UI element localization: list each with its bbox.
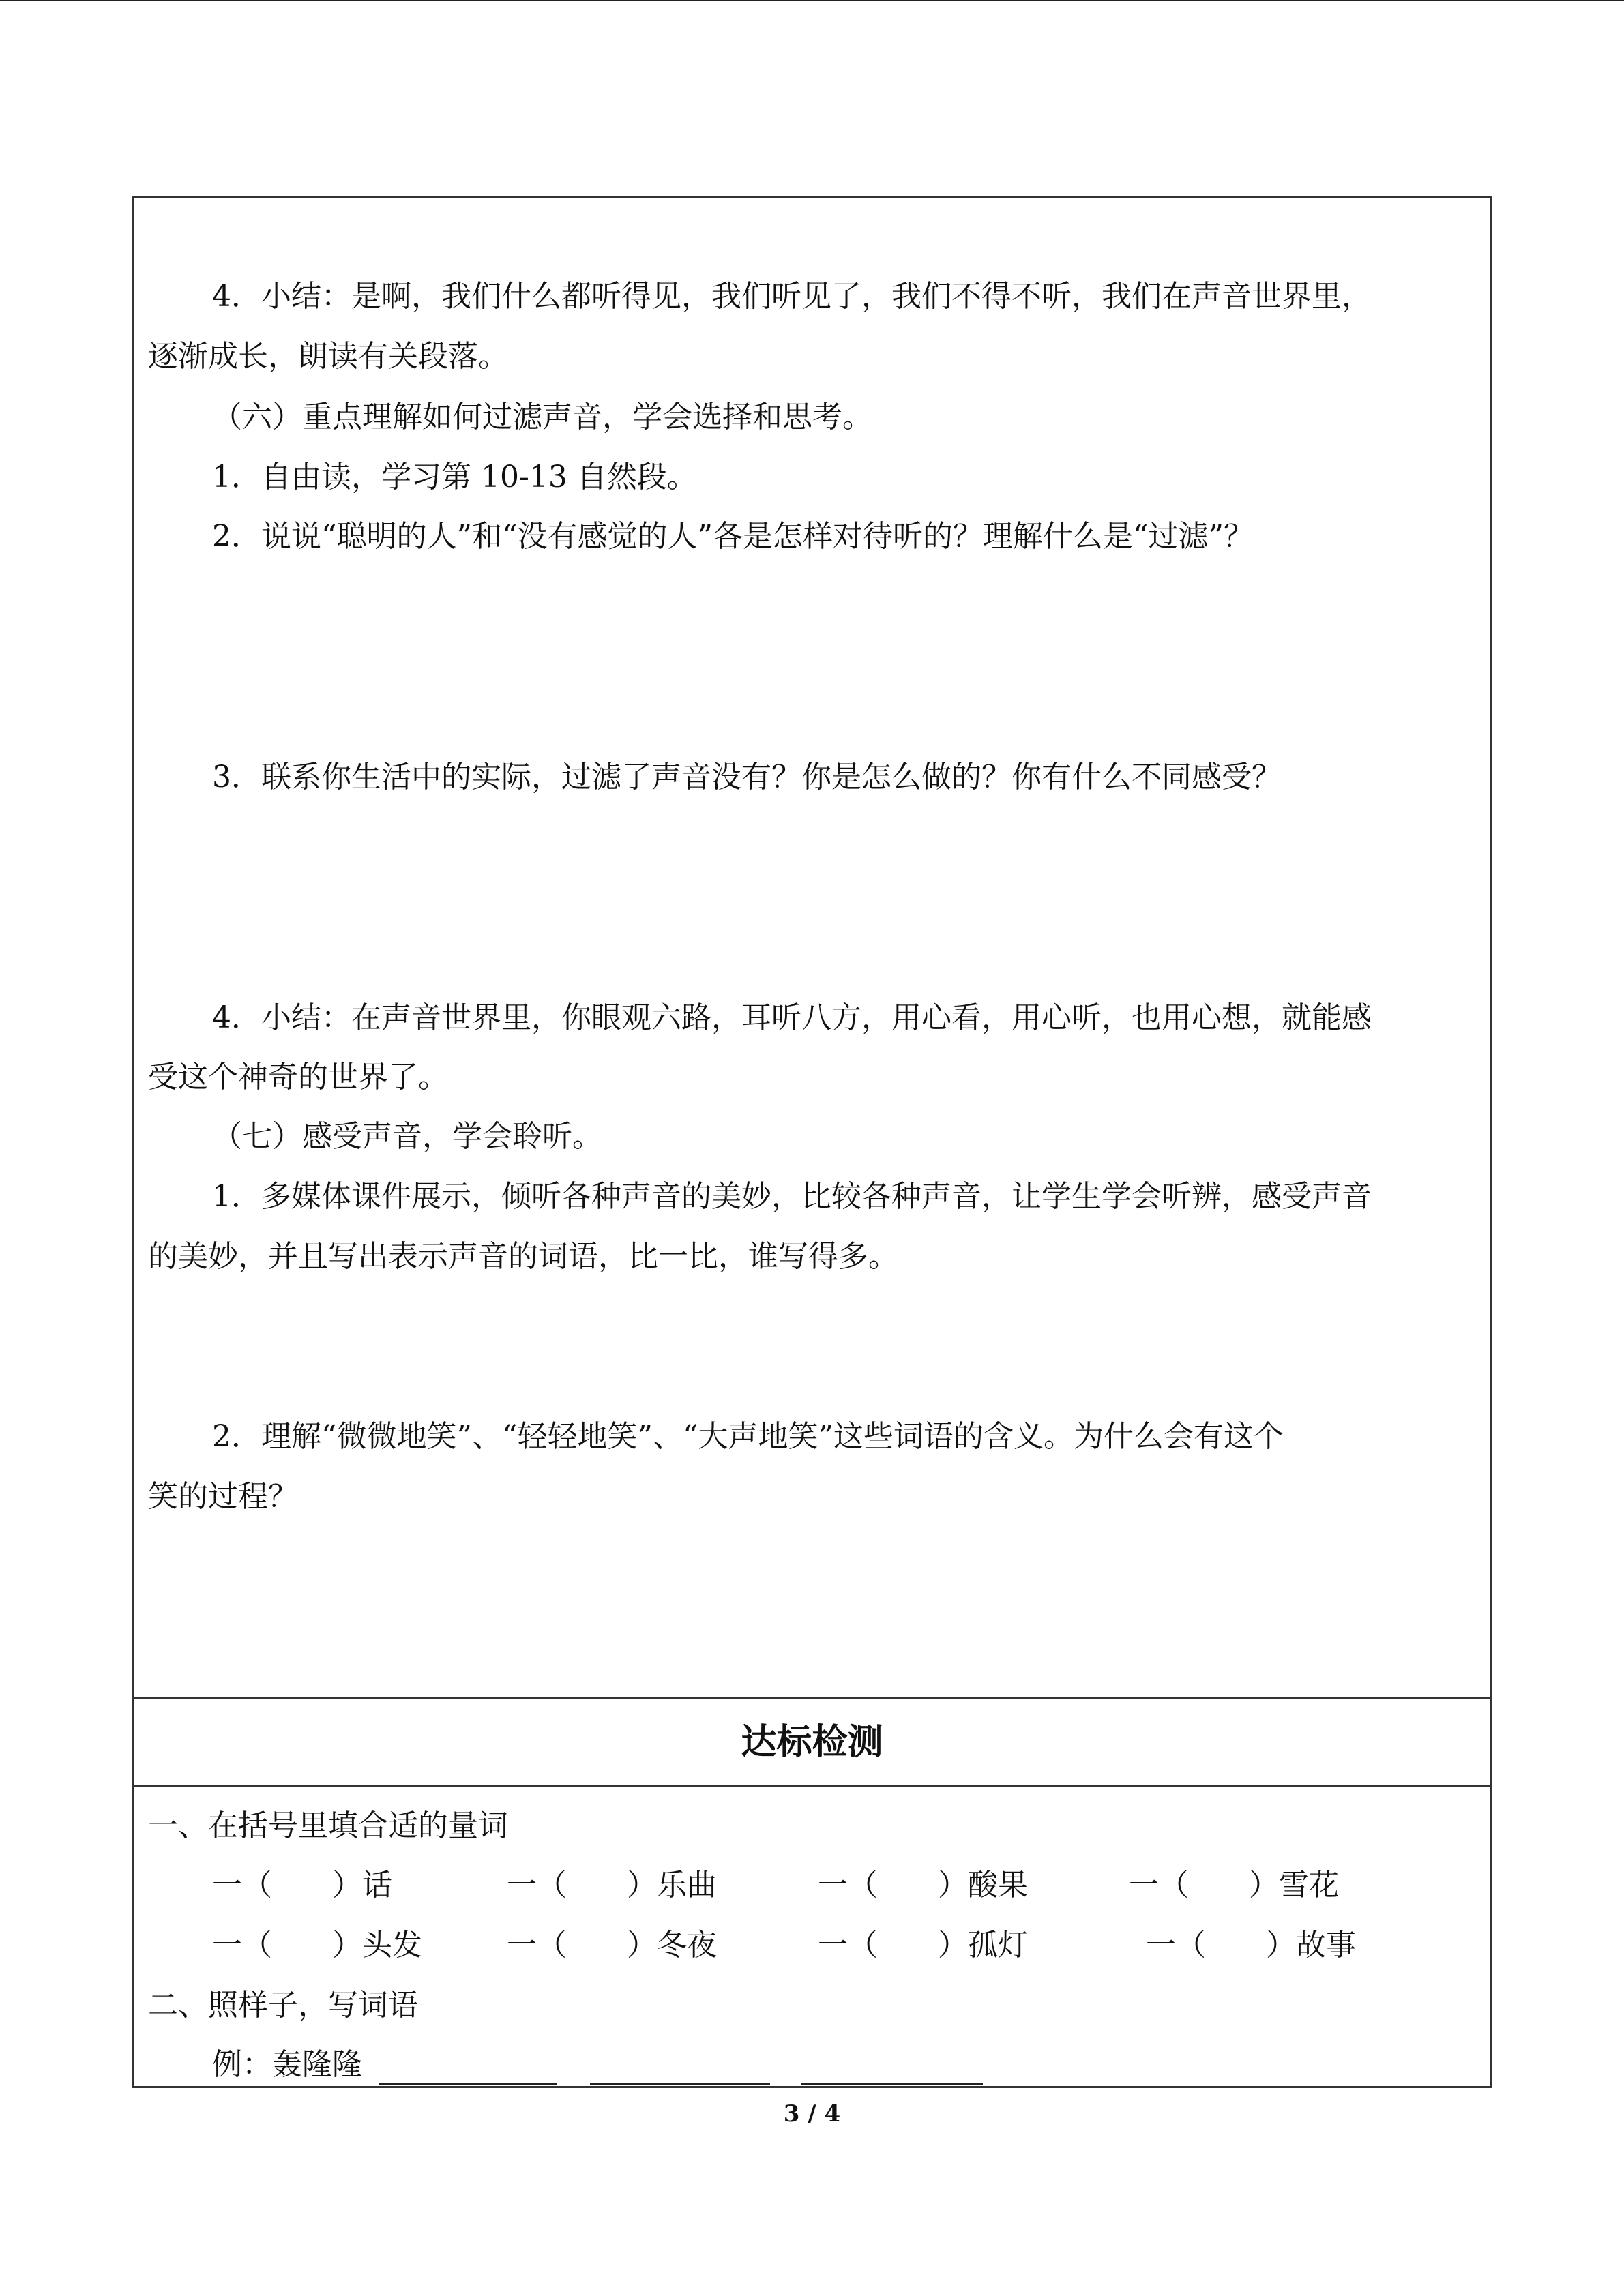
section-divider-bottom — [132, 1785, 1492, 1787]
question-1-title: 一、在括号里填合适的量词 — [148, 1808, 508, 1843]
step-7-2-line1: 2．理解“微微地笑”、“轻轻地笑”、“大声地笑”这些词语的含义。为什么会有这个 — [212, 1419, 1284, 1454]
step-6-1: 1．自由读，学习第 10-13 自然段。 — [212, 460, 697, 494]
summary-paragraph-line2: 逐渐成长，朗读有关段落。 — [148, 339, 508, 374]
answer-blank[interactable] — [590, 2083, 770, 2085]
measure-word-item: 一（ ）乐曲 — [507, 1868, 717, 1903]
question-2-example: 例：轰隆隆 — [212, 2047, 362, 2082]
section-divider-top — [132, 1697, 1492, 1699]
top-rule — [0, 0, 1624, 1]
answer-blank[interactable] — [801, 2083, 983, 2085]
measure-word-item: 一（ ）雪花 — [1129, 1868, 1339, 1903]
answer-blank[interactable] — [379, 2083, 557, 2085]
step-6-4-line1: 4．小结：在声音世界里，你眼观六路，耳听八方，用心看，用心听，也用心想，就能感 — [212, 1000, 1372, 1035]
heading-six: （六）重点理解如何过滤声音，学会选择和思考。 — [212, 400, 872, 434]
measure-word-item: 一（ ）话 — [212, 1868, 392, 1903]
measure-word-item: 一（ ）头发 — [212, 1928, 422, 1963]
step-6-3: 3．联系你生活中的实际，过滤了声音没有？你是怎么做的？你有什么不同感受？ — [212, 760, 1282, 794]
summary-paragraph-line1: 4．小结：是啊，我们什么都听得见，我们听见了，我们不得不听，我们在声音世界里， — [212, 279, 1372, 314]
page-number: 3 / 4 — [783, 2100, 841, 2128]
measure-word-item: 一（ ）酸果 — [818, 1868, 1028, 1903]
step-6-4-line2: 受这个神奇的世界了。 — [148, 1060, 448, 1094]
heading-seven: （七）感受声音，学会聆听。 — [212, 1119, 602, 1154]
step-7-2-line2: 笑的过程？ — [148, 1479, 298, 1514]
measure-word-item: 一（ ）故事 — [1146, 1928, 1356, 1963]
question-2-title: 二、照样子，写词语 — [148, 1988, 418, 2023]
step-6-2: 2．说说“聪明的人”和“没有感觉的人”各是怎样对待听的？理解什么是“过滤”？ — [212, 519, 1254, 554]
section-title-test: 达标检测 — [741, 1722, 883, 1763]
step-7-1-line2: 的美妙，并且写出表示声音的词语，比一比，谁写得多。 — [148, 1239, 898, 1274]
measure-word-item: 一（ ）冬夜 — [507, 1928, 717, 1963]
measure-word-item: 一（ ）孤灯 — [818, 1928, 1028, 1963]
step-7-1-line1: 1．多媒体课件展示，倾听各种声音的美妙，比较各种声音，让学生学会听辨，感受声音 — [212, 1179, 1372, 1214]
